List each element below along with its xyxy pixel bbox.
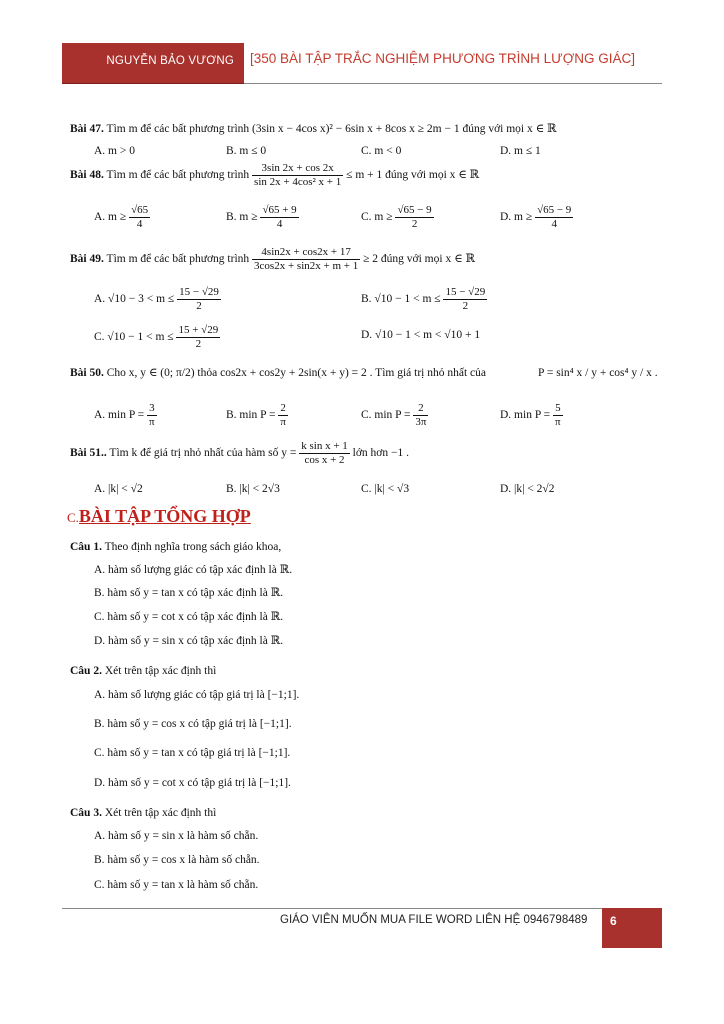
c1-option-d: D. hàm số y = sin x có tập xác định là ℝ. [94, 635, 284, 647]
b49-option-c: C. √10 − 1 < m ≤ $\frac{15 + √29}{2}$ [94, 324, 219, 350]
b48-question: Bài 48. Tìm m để các bất phương trình $\frac{3\sin 2x + \cos 2x}{\text{sin 2x + 4cos² x + 1}}$ ≤ m + 1 đúng với mọi x ∈ ℝ [70, 162, 480, 188]
page-number: 6 [610, 914, 617, 928]
b49-option-d: D. √10 − 1 < m < √10 + 1 [361, 329, 481, 341]
b47-question: Bài 47. Tìm m để các bất phương trình (3sin x − 4cos x)² − 6sin x + 8cos x ≥ 2m − 1 đúng với mọi x ∈ ℝ [70, 123, 557, 135]
b51-question: Bài 51.. Tìm k để giá trị nhỏ nhất của hàm số y = $\frac{\text{k sin x + 1}}{\text{cos x + 2}}$ lớn hơn −1 . [70, 440, 409, 466]
b50-option-a: A. min P = $\frac{3}{\pi}$ [94, 402, 155, 428]
c1-option-b: B. hàm số y = tan x có tập xác định là ℝ. [94, 587, 284, 599]
b48-fraction: $\frac{3\sin 2x + \cos 2x}{\text{sin 2x + 4cos² x + 1}}$ [254, 162, 342, 188]
header-rule [244, 83, 662, 84]
b48-option-a: A. m ≥ $\frac{√65}{4}$ [94, 204, 149, 230]
b49-option-a: A. √10 − 3 < m ≤ $\frac{15 - √29}{2}$ [94, 286, 219, 312]
b50-expression-p: P = sin⁴ x / y + cos⁴ y / x . [538, 367, 658, 379]
b51-option-b: B. |k| < 2√3 [226, 483, 280, 495]
footer-contact: GIÁO VIÊN MUỐN MUA FILE WORD LIÊN HỆ 0946798489 [280, 914, 588, 926]
b47-option-d: D. m ≤ 1 [500, 145, 541, 157]
c2-option-b: B. hàm số y = cos x có tập giá trị là [−1;1]. [94, 718, 292, 730]
b50-question: Bài 50. Cho x, y ∈ (0; π/2) thỏa cos2x + cos2y + 2sin(x + y) = 2 . Tìm giá trị nhỏ nhất của [70, 367, 487, 379]
b49-question: Bài 49. Tìm m để các bất phương trình $\frac{4\sin 2x + \cos 2x + 17}{3\cos 2x + \sin 2x + m + 1}$ ≥ 2 đúng với mọi x ∈ ℝ [70, 246, 476, 272]
b47-option-b: B. m ≤ 0 [226, 145, 267, 157]
c3-question: Câu 3. Xét trên tập xác định thì [70, 807, 217, 819]
footer-rule [62, 908, 602, 909]
b51-fraction: $\frac{\text{k sin x + 1}}{\text{cos x + 2}}$ [301, 440, 348, 466]
c1-option-c: C. hàm số y = cot x có tập xác định là ℝ. [94, 611, 284, 623]
c3-option-a: A. hàm số y = sin x là hàm số chẵn. [94, 830, 259, 842]
header-author-box [62, 43, 244, 84]
b49-option-b: B. √10 − 1 < m ≤ $\frac{15 - √29}{2}$ [361, 286, 486, 312]
section-heading: C.BÀI TẬP TỔNG HỢP [67, 506, 251, 526]
b47-option-c: C. m < 0 [361, 145, 402, 157]
c2-option-c: C. hàm số y = tan x có tập giá trị là [−1;1]. [94, 747, 291, 759]
b48-option-d: D. m ≥ $\frac{√65 - 9}{4}$ [500, 204, 572, 230]
c2-question: Câu 2. Xét trên tập xác định thì [70, 665, 217, 677]
b49-fraction: $\frac{4\sin 2x + \cos 2x + 17}{3\cos 2x + \sin 2x + m + 1}$ [254, 246, 359, 272]
header-author: NGUYỄN BẢO VƯƠNG [106, 55, 234, 67]
b51-option-a: A. |k| < √2 [94, 483, 143, 495]
b50-option-b: B. min P = $\frac{2}{\pi}$ [226, 402, 286, 428]
c1-option-a: A. hàm số lượng giác có tập xác định là ℝ. [94, 564, 293, 576]
b48-option-c: C. m ≥ $\frac{√65 - 9}{2}$ [361, 204, 432, 230]
c3-option-b: B. hàm số y = cos x là hàm số chẵn. [94, 854, 260, 866]
c2-option-d: D. hàm số y = cot x có tập giá trị là [−1;1]. [94, 777, 291, 789]
b50-option-c: C. min P = $\frac{2}{3\pi}$ [361, 402, 427, 428]
b47-option-a: A. m > 0 [94, 145, 135, 157]
footer-page-box [602, 908, 662, 948]
header-title: [350 BÀI TẬP TRẮC NGHIỆM PHƯƠNG TRÌNH LƯỢNG GIÁC] [250, 51, 636, 66]
b51-option-d: D. |k| < 2√2 [500, 483, 555, 495]
b50-option-d: D. min P = $\frac{5}{\pi}$ [500, 402, 561, 428]
c3-option-c: C. hàm số y = tan x là hàm số chẵn. [94, 879, 259, 891]
c2-option-a: A. hàm số lượng giác có tập giá trị là [−1;1]. [94, 689, 300, 701]
c1-question: Câu 1. Theo định nghĩa trong sách giáo khoa, [70, 541, 282, 553]
b48-option-b: B. m ≥ $\frac{√65 + 9}{4}$ [226, 204, 297, 230]
b51-option-c: C. |k| < √3 [361, 483, 410, 495]
